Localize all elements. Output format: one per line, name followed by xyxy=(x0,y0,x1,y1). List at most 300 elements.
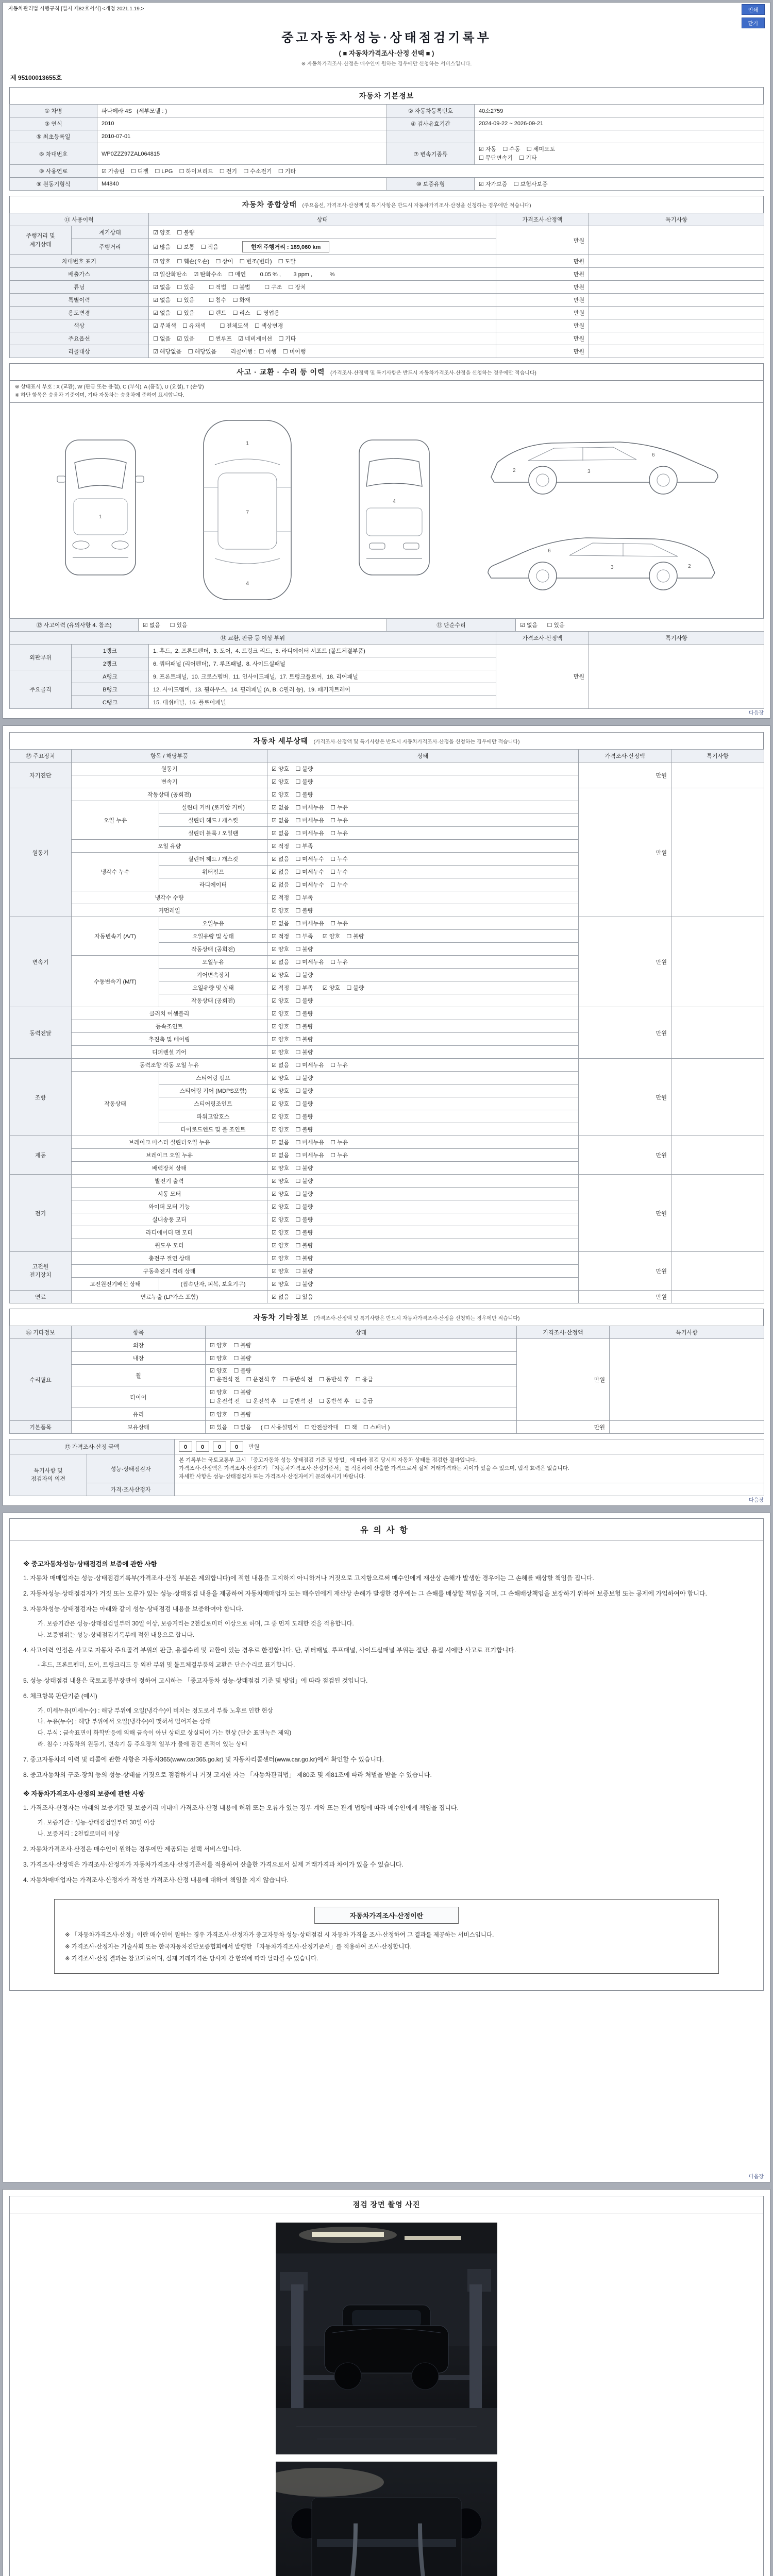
detail-value-cell: 라디에이터 팬 모터 xyxy=(72,1226,267,1239)
overall-label-cell: ⑪ 사용이력 xyxy=(10,213,149,226)
detail-value-cell: 작동상태 (공회전) xyxy=(159,943,267,956)
detail-value-cell: 원동기 xyxy=(72,762,267,775)
etc-section-bar xyxy=(9,1309,764,1326)
detail-value-cell: ☑ 양호 ☐ 불량 xyxy=(267,762,579,775)
overall-label-cell: 주행거리 xyxy=(72,239,149,255)
accident-parts-label-cell: C랭크 xyxy=(72,696,149,709)
detail-label-cell: 자기진단 xyxy=(10,762,72,788)
basic-label-cell: ⑤ 최초등록일 xyxy=(10,130,97,143)
notice-title: 유의사항 xyxy=(360,1526,413,1535)
accident-flag-label-cell: ⑬ 단순수리 xyxy=(387,619,516,632)
detail-label-cell: 특기사항 xyxy=(671,750,764,762)
notice-item: 7. 중고자동차의 이력 및 리콜에 관한 사항은 자동차365(www.car365.go.kr) 및 자동차리콜센터(www.car.go.kr)에서 확인할 수 있습니다. xyxy=(23,1756,384,1764)
accident-parts-label-cell: A랭크 xyxy=(72,670,149,683)
basic-label-cell: ④ 검사유효기간 xyxy=(387,117,475,130)
overall-section-bar xyxy=(9,196,764,213)
detail-value-cell: 만원 xyxy=(579,762,671,788)
opinion-label-cell: 가격·조사산정자 xyxy=(87,1483,175,1496)
detail-value-cell: ☑ 없음 ☐ 미세누유 ☐ 누유 xyxy=(267,1136,579,1149)
detail-label-cell: 원동기 xyxy=(10,788,72,917)
detail-label-cell: 항목 / 해당부품 xyxy=(72,750,267,762)
overall-value-cell: 만원 xyxy=(496,255,589,268)
inspector-opinion-table xyxy=(9,1454,764,1496)
accident-parts-label-cell: 가격조사·산정액 xyxy=(496,632,589,645)
basic-info-title: 자동차 기본정보 xyxy=(359,92,414,100)
detail-value-cell: 워터펌프 xyxy=(159,866,267,878)
price-definition-box xyxy=(54,1899,719,1973)
basic-info-table xyxy=(9,104,764,191)
detail-value-cell: ☑ 양호 ☐ 불량 xyxy=(267,1200,579,1213)
detail-value-cell: ☑ 양호 ☐ 불량 xyxy=(267,1123,579,1136)
detail-condition-table xyxy=(9,749,764,1303)
detail-label-cell: 연료 xyxy=(10,1291,72,1303)
overall-value-cell: 만원 xyxy=(496,226,589,255)
detail-value-cell: 타이로드엔드 및 볼 조인트 xyxy=(159,1123,267,1136)
close-button[interactable]: 닫기 xyxy=(742,18,765,28)
detail-value-cell: 만원 xyxy=(579,1252,671,1291)
detail-value-cell xyxy=(671,1175,764,1252)
notice-subitem: 가. 보증기간 : 성능·상태점검일부터 30일 이상 xyxy=(38,1820,155,1826)
detail-value-cell: ☑ 없음 ☐ 미세누수 ☐ 누수 xyxy=(267,866,579,878)
etc-label-cell: 항목 xyxy=(72,1326,206,1339)
print-button[interactable]: 인쇄 xyxy=(742,4,765,15)
etc-value-cell: ☑ 있음 ☐ 없음 ( ☐ 사용설명서 ☐ 안전삼각대 ☐ 잭 ☐ 스패너 ) xyxy=(206,1421,517,1434)
detail-value-cell: 충전구 절연 상태 xyxy=(72,1252,267,1265)
opinion-label-cell: 특기사항 및 점검자의 의견 xyxy=(10,1454,87,1496)
basic-row xyxy=(10,165,764,178)
detail-value-cell: ☑ 없음 ☐ 미세누유 ☐ 누유 xyxy=(267,801,579,814)
overall-label-cell: 튜닝 xyxy=(10,281,149,294)
etc-row xyxy=(10,1421,764,1434)
detail-label-cell: 가격조사·산정액 xyxy=(579,750,671,762)
etc-value-cell: ☑ 양호 ☐ 불량 xyxy=(206,1352,517,1365)
detail-label-cell: 조향 xyxy=(10,1059,72,1136)
accident-flag-row xyxy=(10,619,764,632)
detail-value-cell: ☑ 없음 ☐ 미세누유 ☐ 누유 xyxy=(267,917,579,930)
etc-value-cell: ☑ 양호 ☐ 불량 xyxy=(206,1339,517,1352)
detail-row xyxy=(10,762,764,775)
overall-value-cell: ☑ 해당없음 ☐ 해당있음 리콜이행 : ☐ 이행 ☐ 미이행 xyxy=(149,345,496,358)
detail-value-cell: ☑ 없음 ☐ 미세누수 ☐ 누수 xyxy=(267,853,579,866)
detail-value-cell: 스티어링조인트 xyxy=(159,1097,267,1110)
basic-value-cell: ☑ 자동 ☐ 수동 ☐ 세미오토 ☐ 무단변속기 ☐ 기타 xyxy=(475,143,764,165)
accident-title: 사고 · 교환 · 수리 등 이력 xyxy=(237,368,325,376)
price-definition-lines xyxy=(65,1930,708,1964)
price-definition-line: ※ 가격조사·산정자는 기술사회 또는 한국자동차진단보증협회에서 발행한 「자동차가격조사·산정기준서」를 적용하여 조사·산정합니다. xyxy=(65,1944,412,1951)
overall-title: 자동차 종합상태 xyxy=(242,200,297,209)
damage-code-legend xyxy=(9,380,764,403)
basic-value-cell: 2024-09-22 ~ 2026-09-21 xyxy=(475,117,764,130)
notice-title-bar xyxy=(9,1518,764,1540)
detail-value-cell: 브레이크 마스터 실린더오일 누유 xyxy=(72,1136,267,1149)
accident-parts-label-cell: ⑭ 교환, 판금 등 이상 부위 xyxy=(10,632,496,645)
accident-parts-row xyxy=(10,645,764,657)
detail-row xyxy=(10,917,764,930)
notice-subitem: 다. 부식 : 금속표면이 화학반응에 의해 금속이 아닌 상태로 상실되어 가는 현상 (단순 표면녹은 제외) xyxy=(38,1730,292,1736)
accident-parts-value-cell: 9. 프론트패널, 10. 크로스멤버, 11. 인사이드패널, 17. 트렁크플로어, 18. 리어패널 xyxy=(149,670,496,683)
detail-value-cell: ☑ 없음 ☐ 미세누유 ☐ 누유 xyxy=(267,1059,579,1072)
overall-row xyxy=(10,226,764,239)
car-rear-view-diagram xyxy=(343,431,446,590)
overall-value-cell: ☑ 없음 ☐ 있음 ☐ 적법 ☐ 불법 ☐ 구조 ☐ 장치 xyxy=(149,281,496,294)
detail-value-cell: 실린더 헤드 / 개스킷 xyxy=(159,853,267,866)
overall-value-cell xyxy=(589,268,764,281)
detail-value-cell: 작동상태 (공회전) xyxy=(159,994,267,1007)
overall-label-cell: 용도변경 xyxy=(10,307,149,319)
detail-value-cell: ☑ 양호 ☐ 불량 xyxy=(267,1162,579,1175)
notice-subitem: 가. 보증기간은 성능·상태점검일부터 30일 이상, 보증거리는 2천킬로미터 이상으로 하며, 그 중 먼저 도래한 것을 적용합니다. xyxy=(38,1621,354,1628)
basic-value-cell: 40소2759 xyxy=(475,105,764,117)
price-definition-line: ※ 가격조사·산정 결과는 참고자료이며, 실제 거래가격은 당사자 간 합의에 따라 달라질 수 있습니다. xyxy=(65,1956,318,1962)
document-number: 제 95100013655호 xyxy=(10,74,62,81)
overall-label-cell: 색상 xyxy=(10,319,149,332)
car-front-view-diagram xyxy=(49,431,152,590)
etc-title: 자동차 기타정보 xyxy=(253,1313,309,1321)
odometer-reading: 현재 주행거리 : 189,060 km xyxy=(242,241,329,252)
detail-value-cell: ☑ 적정 ☐ 부족 ☑ 양호 ☐ 불량 xyxy=(267,930,579,943)
accident-parts-label-cell: 2랭크 xyxy=(72,657,149,670)
next-page-link[interactable]: 다음장 xyxy=(749,710,764,716)
basic-label-cell: ① 차명 xyxy=(10,105,97,117)
notice-item: 3. 가격조사·산정액은 가격조사·산정자가 자동차가격조사·산정기준서를 적용하여 산출한 가격으로서 실제 거래가격과 차이가 있을 수 있습니다. xyxy=(23,1861,404,1869)
page-detail-condition xyxy=(3,725,770,1506)
detail-value-cell: ☑ 적정 ☐ 부족 xyxy=(267,891,579,904)
detail-value-cell: 구동축전지 격리 상태 xyxy=(72,1265,267,1278)
detail-value-cell: 커먼레일 xyxy=(72,904,267,917)
photos-title: 점검 장면 촬영 사진 xyxy=(352,2200,421,2209)
price-digit: 0 xyxy=(179,1442,192,1452)
damage-code-legend-line1: ※ 상태표시 부호 : X (교환), W (판금 또는 용접), C (부식), A (흠집), U (요철), T (손상) xyxy=(15,384,204,390)
detail-label-cell: 고전원 전기장치 xyxy=(10,1252,72,1291)
detail-value-cell: 디퍼렌셜 기어 xyxy=(72,1046,267,1059)
etc-value-cell: ☑ 양호 ☐ 불량 ☐ 운전석 전 ☐ 운전석 후 ☐ 동반석 전 ☐ 동반석 후 ☐ 응급 xyxy=(206,1386,517,1408)
basic-label-cell: ⑥ 차대번호 xyxy=(10,143,97,165)
detail-row xyxy=(10,1136,764,1149)
detail-value-cell: 윈도우 모터 xyxy=(72,1239,267,1252)
overall-value-cell: ☑ 양호 ☐ 훼손(오손) ☐ 상이 ☐ 변조(변타) ☐ 도말 xyxy=(149,255,496,268)
notice-items-b xyxy=(23,1803,750,1886)
detail-value-cell: 작동상태 xyxy=(72,1072,159,1136)
car-left-side-diagram xyxy=(482,421,724,504)
svg-text:2: 2 xyxy=(688,564,691,569)
detail-value-cell: 기어변속장치 xyxy=(159,969,267,981)
detail-value-cell xyxy=(671,917,764,1007)
notice-subitem: 나. 보증범위는 성능·상태점검기록부에 적힌 내용으로 합니다. xyxy=(38,1632,194,1638)
price-digit: 0 xyxy=(196,1442,209,1452)
etc-value-cell: ☑ 양호 ☐ 불량 xyxy=(206,1408,517,1421)
inspection-photo-1 xyxy=(276,2223,497,2454)
page-subtitle-note: ※ 자동차가격조사·산정은 매수인이 원하는 경우에만 신청하는 서비스입니다. xyxy=(301,61,472,67)
notice-item: 4. 사고이력 인정은 사고로 자동차 주요골격 부위의 판금, 용접수리 및 교환이 있는 경우로 한정합니다. 단, 쿼터패널, 루프패널, 사이드실패널 부위는 절단, 용접 시에만 사고로 표기합니다. xyxy=(23,1647,516,1654)
detail-value-cell: 등속조인트 xyxy=(72,1020,267,1033)
detail-value-cell: ☑ 양호 ☐ 불량 xyxy=(267,1097,579,1110)
detail-value-cell: 오일누유 xyxy=(159,956,267,969)
notice-item: 6. 체크항목 판단기준 (예시) xyxy=(23,1692,97,1700)
next-page-link[interactable]: 다음장 xyxy=(749,2174,764,2180)
detail-value-cell: 클러치 어셈블리 xyxy=(72,1007,267,1020)
accident-section-bar xyxy=(9,363,764,381)
notice-item: 3. 자동차성능·상태점검자는 아래와 같이 성능·상태점검 내용을 보증하여야 합니다. xyxy=(23,1605,244,1613)
page-title: 중고자동차성능·상태점검기록부 xyxy=(281,31,492,45)
overall-value-cell xyxy=(589,345,764,358)
detail-value-cell: 만원 xyxy=(579,788,671,917)
overall-row xyxy=(10,345,764,358)
svg-text:2: 2 xyxy=(513,468,516,473)
price-label-cell: ⑰ 가격조사·산정 금액 xyxy=(10,1439,175,1454)
detail-value-cell: 오일유량 및 상태 xyxy=(159,930,267,943)
basic-row xyxy=(10,105,764,117)
detail-row xyxy=(10,1007,764,1020)
detail-value-cell: ☑ 양호 ☐ 불량 xyxy=(267,943,579,956)
basic-value-cell xyxy=(475,130,764,143)
basic-value-cell: ☑ 자가보증 ☐ 보험사보증 xyxy=(475,178,764,191)
overall-label-cell: 특별이력 xyxy=(10,294,149,307)
notice-section-b-heading: ※ 자동차가격조사·산정의 보증에 관한 사항 xyxy=(23,1790,145,1798)
inspection-photo-area xyxy=(9,2213,764,2576)
price-row xyxy=(10,1439,764,1454)
notice-item: 4. 자동차매매업자는 가격조사·산정자가 작성한 가격조사·산정 내용에 대하여 책임을 지지 않습니다. xyxy=(23,1876,289,1884)
detail-value-cell: ☑ 없음 ☐ 미세누수 ☐ 누수 xyxy=(267,878,579,891)
detail-row xyxy=(10,1175,764,1188)
page-photos-signature xyxy=(3,2189,770,2576)
notice-subitem: - 후드, 프론트펜더, 도어, 트렁크리드 등 외판 부위 및 볼트체결부품의 교환은 단순수리로 표기합니다. xyxy=(38,1662,295,1669)
overall-row xyxy=(10,281,764,294)
notice-item: 2. 자동차가격조사·산정은 매수인이 원하는 경우에만 제공되는 선택 서비스입니다. xyxy=(23,1845,242,1853)
accident-parts-value-cell: 1. 후드, 2. 프론트펜더, 3. 도어, 4. 트렁크 리드, 5. 라디에이터 서포트 (볼트체결부품) xyxy=(149,645,496,657)
detail-value-cell: 수동변속기 (M/T) xyxy=(72,956,159,1007)
detail-value-cell: 만원 xyxy=(579,1291,671,1303)
accident-parts-value-cell: 12. 사이드멤버, 13. 휠하우스, 14. 필러패널 (A, B, C필러 등), 19. 패키지트레이 xyxy=(149,683,496,696)
detail-value-cell: ☑ 양호 ☐ 불량 xyxy=(267,1020,579,1033)
detail-value-cell: 실린더 커버 (로커암 커버) xyxy=(159,801,267,814)
overall-row xyxy=(10,213,764,226)
etc-label-cell: 가격조사·산정액 xyxy=(517,1326,610,1339)
detail-value-cell xyxy=(671,788,764,917)
detail-value-cell: ☑ 양호 ☐ 불량 xyxy=(267,1252,579,1265)
accident-parts-label-cell: B랭크 xyxy=(72,683,149,696)
detail-value-cell: ☑ 없음 ☐ 미세누유 ☐ 누유 xyxy=(267,956,579,969)
overall-value-cell xyxy=(589,307,764,319)
overall-value-cell: 만원 xyxy=(496,281,589,294)
car-top-view-diagram xyxy=(188,415,307,606)
svg-text:4: 4 xyxy=(245,581,249,587)
notice-subitem: 나. 보증거리 : 2천킬로미터 이상 xyxy=(38,1831,120,1837)
etc-info-table xyxy=(9,1326,764,1434)
price-definition-line: ※ 「자동차가격조사·산정」이란 매수인이 원하는 경우 가격조사·산정자가 중고자동차 성능·상태점검 시 자동차 가격을 조사·산정하여 그 결과를 제공하는 서비스입니다. xyxy=(65,1932,494,1939)
notice-item: 2. 자동차성능·상태점검자가 거짓 또는 오류가 있는 성능·상태점검 내용을 제공하여 자동차매매업자 또는 매수인에게 재산상 손해가 발생한 경우에는 그 손해를 배상할 책임을 지며, 그 손해배상책임을 보장하기 위하여 보증보험 또는 공제에 가입하여야 합니다. xyxy=(23,1590,707,1598)
overall-label-cell: 차대번호 표기 xyxy=(10,255,149,268)
detail-value-cell xyxy=(671,1059,764,1136)
etc-label-cell: ⑯ 기타정보 xyxy=(10,1326,72,1339)
damage-code-legend-line2: ※ 하단 항목은 승용차 기준이며, 기타 자동차는 승용차에 준하여 표시합니다. xyxy=(15,393,184,398)
accident-parts-table xyxy=(9,631,764,709)
price-amount-table xyxy=(9,1439,764,1454)
accident-parts-label-cell: 외판부위 xyxy=(10,645,72,670)
notice-subitem: 라. 침수 : 자동차의 원동기, 변속기 등 주요장치 일부가 물에 잠긴 흔적이 있는 상태 xyxy=(38,1741,247,1748)
detail-value-cell: ☑ 양호 ☐ 불량 xyxy=(267,1007,579,1020)
overall-value-cell: ☑ 양호 ☐ 불량 xyxy=(149,226,496,239)
top-buttons xyxy=(742,4,765,28)
detail-value-cell: ☑ 양호 ☐ 불량 xyxy=(267,1110,579,1123)
overall-value-cell: 만원 xyxy=(496,268,589,281)
etc-value-cell: ☑ 양호 ☐ 불량 ☐ 운전석 전 ☐ 운전석 후 ☐ 동반석 전 ☐ 동반석 후 ☐ 응급 xyxy=(206,1365,517,1386)
price-definition-title: 자동차가격조사·산정이란 xyxy=(314,1907,459,1924)
opinion-row xyxy=(10,1454,764,1483)
basic-info-section-bar xyxy=(9,87,764,105)
photos-section-bar xyxy=(9,2196,764,2213)
svg-text:3: 3 xyxy=(587,469,591,474)
detail-label-cell: 상태 xyxy=(267,750,579,762)
etc-value-cell: 외장 xyxy=(72,1339,206,1352)
svg-text:7: 7 xyxy=(245,510,249,516)
detail-value-cell: 자동변속기 (A/T) xyxy=(72,917,159,956)
basic-row xyxy=(10,117,764,130)
detail-value-cell: ☑ 없음 ☐ 미세누유 ☐ 누유 xyxy=(267,827,579,840)
overall-label-cell: 가격조사·산정액 xyxy=(496,213,589,226)
detail-value-cell: ☑ 양호 ☐ 불량 xyxy=(267,904,579,917)
page-subtitle: ( ■ 자동차가격조사·산정 선택 ■ ) xyxy=(339,49,434,57)
detail-value-cell: 작동상태 (공회전) xyxy=(72,788,267,801)
detail-value-cell: ☑ 없음 ☐ 미세누유 ☐ 누유 xyxy=(267,1149,579,1162)
detail-value-cell: 오일유량 및 상태 xyxy=(159,981,267,994)
basic-label-cell: ③ 연식 xyxy=(10,117,97,130)
detail-row xyxy=(10,1291,764,1303)
overall-row xyxy=(10,268,764,281)
overall-row xyxy=(10,319,764,332)
detail-value-cell: 만원 xyxy=(579,1136,671,1175)
overall-value-cell: ☑ 없음 ☐ 있음 ☐ 렌트 ☐ 리스 ☐ 영업용 xyxy=(149,307,496,319)
detail-value-cell: 실내송풍 모터 xyxy=(72,1213,267,1226)
detail-value-cell: ☑ 양호 ☐ 불량 xyxy=(267,1188,579,1200)
detail-value-cell: 추진축 및 베어링 xyxy=(72,1033,267,1046)
accident-flag-value-cell: ☑ 없음 ☐ 있음 xyxy=(139,619,387,632)
notice-subitem: 가. 미세누유(미세누수) : 해당 부위에 오일(냉각수)이 비치는 정도로서 부품 노후로 인한 현상 xyxy=(38,1707,273,1714)
overall-value-cell xyxy=(589,226,764,255)
overall-value-cell: ☑ 무채색 ☐ 유채색 ☐ 전체도색 ☐ 색상변경 xyxy=(149,319,496,332)
svg-text:4: 4 xyxy=(393,499,396,504)
next-page-link[interactable]: 다음장 xyxy=(749,1498,764,1504)
detail-value-cell: ☑ 양호 ☐ 불량 xyxy=(267,969,579,981)
overall-value-cell: ☑ 많음 ☐ 보통 ☐ 적음 현재 주행거리 : 189,060 km xyxy=(149,239,496,255)
detail-value-cell: 스티어링 펌프 xyxy=(159,1072,267,1084)
overall-row xyxy=(10,332,764,345)
etc-label-cell: 상태 xyxy=(206,1326,517,1339)
overall-row xyxy=(10,307,764,319)
etc-label-cell: 수리필요 xyxy=(10,1339,72,1421)
detail-value-cell: 연료누출 (LP가스 포함) xyxy=(72,1291,267,1303)
detail-value-cell: 변속기 xyxy=(72,775,267,788)
detail-value-cell: ☑ 양호 ☐ 불량 xyxy=(267,788,579,801)
accident-parts-value-cell xyxy=(589,645,764,709)
etc-value-cell xyxy=(610,1421,764,1434)
notice-items-a xyxy=(23,1573,750,1781)
detail-value-cell: 오일 유량 xyxy=(72,840,267,853)
accident-parts-label-cell: 주요골격 xyxy=(10,670,72,709)
basic-value-cell: 2010 xyxy=(97,117,387,130)
accident-flag-value-cell: ☑ 없음 ☐ 있음 xyxy=(516,619,764,632)
overall-label-cell: 상태 xyxy=(149,213,496,226)
svg-text:1: 1 xyxy=(245,440,249,447)
detail-value-cell: 시동 모터 xyxy=(72,1188,267,1200)
etc-value-cell: 만원 xyxy=(517,1339,610,1421)
detail-value-cell: 실린더 블록 / 오일팬 xyxy=(159,827,267,840)
overall-value-cell: 만원 xyxy=(496,345,589,358)
detail-value-cell xyxy=(671,1007,764,1059)
accident-flags-table xyxy=(9,618,764,632)
basic-label-cell: ② 자동차등록번호 xyxy=(387,105,475,117)
notice-item: 1. 가격조사·산정자는 아래의 보증기간 및 보증거리 이내에 가격조사·산정 내용에 허위 또는 오류가 있는 경우 계약 또는 관계 법령에 따라 매수인에게 책임을 집니다. xyxy=(23,1804,459,1812)
detail-value-cell: ☑ 양호 ☐ 불량 xyxy=(267,775,579,788)
accident-parts-label-cell: 1랭크 xyxy=(72,645,149,657)
notice-subitem: 나. 누유(누수) : 해당 부위에서 오일(냉각수)이 맺혀서 떨어지는 상태 xyxy=(38,1719,211,1725)
basic-row xyxy=(10,143,764,165)
overall-value-cell: 만원 xyxy=(496,294,589,307)
overall-row xyxy=(10,294,764,307)
basic-row xyxy=(10,130,764,143)
overall-value-cell: 만원 xyxy=(496,307,589,319)
etc-value-cell xyxy=(610,1339,764,1421)
etc-value-cell: 보유상태 xyxy=(72,1421,206,1434)
detail-value-cell: 오일 누유 xyxy=(72,801,159,840)
detail-value-cell: ☑ 양호 ☐ 불량 xyxy=(267,1265,579,1278)
etc-note: (가격조사·산정액 및 특기사항은 반드시 자동차가격조사·산정을 신청하는 경우에만 적습니다) xyxy=(313,1316,520,1321)
detail-value-cell: ☑ 적정 ☐ 부족 ☑ 양호 ☐ 불량 xyxy=(267,981,579,994)
detail-value-cell: 실린더 헤드 / 개스킷 xyxy=(159,814,267,827)
etc-value-cell: 내장 xyxy=(72,1352,206,1365)
page-basic-info xyxy=(3,2,770,719)
price-digit: 0 xyxy=(213,1442,226,1452)
basic-value-cell: ☑ 가솔린 ☐ 디젤 ☐ LPG ☐ 하이브리드 ☐ 전기 ☐ 수소전기 ☐ 기타 xyxy=(97,165,764,178)
basic-label-cell: ⑩ 보증유형 xyxy=(387,178,475,191)
etc-label-cell: 특기사항 xyxy=(610,1326,764,1339)
overall-note: (주요옵션, 가격조사·산정액 및 특기사항은 반드시 자동차가격조사·산정을 신청하는 경우에만 적습니다) xyxy=(302,203,531,209)
overall-value-cell xyxy=(589,255,764,268)
detail-row xyxy=(10,1059,764,1072)
detail-value-cell: 파워고압호스 xyxy=(159,1110,267,1123)
detail-value-cell xyxy=(671,762,764,788)
etc-row xyxy=(10,1326,764,1339)
detail-value-cell: 와이퍼 모터 기능 xyxy=(72,1200,267,1213)
detail-value-cell: 냉각수 수량 xyxy=(72,891,267,904)
notice-body xyxy=(9,1540,764,1990)
detail-value-cell: 고전원전기배선 상태 xyxy=(72,1278,159,1291)
detail-value-cell xyxy=(671,1136,764,1175)
basic-value-cell: 2010-07-01 xyxy=(97,130,387,143)
etc-value-cell: 휠 xyxy=(72,1365,206,1386)
overall-label-cell: 배출가스 xyxy=(10,268,149,281)
basic-value-cell: WP0ZZZ97ZAL064815 xyxy=(97,143,387,165)
accident-parts-row xyxy=(10,632,764,645)
overall-value-cell: ☑ 일산화탄소 ☑ 탄화수소 ☐ 매연 0.05 % , 3 ppm , % xyxy=(149,268,496,281)
detail-value-cell: ☑ 양호 ☐ 불량 xyxy=(267,1033,579,1046)
overall-condition-table xyxy=(9,213,764,358)
detail-row xyxy=(10,788,764,801)
overall-value-cell xyxy=(589,332,764,345)
etc-value-cell: 유리 xyxy=(72,1408,206,1421)
detail-value-cell: 브레이크 오일 누유 xyxy=(72,1149,267,1162)
detail-value-cell: ☑ 양호 ☐ 불량 xyxy=(267,1213,579,1226)
detail-value-cell: 발전기 출력 xyxy=(72,1175,267,1188)
detail-value-cell: ☑ 양호 ☐ 불량 xyxy=(267,1084,579,1097)
overall-value-cell xyxy=(589,281,764,294)
detail-value-cell: ☑ 양호 ☐ 불량 xyxy=(267,1278,579,1291)
form-reference-note: 자동차관리법 시행규칙 [별지 제82호서식] <개정 2021.1.19.> xyxy=(8,6,144,12)
detail-value-cell: ☑ 양호 ☐ 불량 xyxy=(267,1175,579,1188)
price-unit: 만원 xyxy=(247,1444,260,1450)
detail-value-cell: 배력장치 상태 xyxy=(72,1162,267,1175)
detail-value-cell: ☑ 양호 ☐ 불량 xyxy=(267,1072,579,1084)
detail-value-cell: 동력조향 작동 오일 누유 xyxy=(72,1059,267,1072)
